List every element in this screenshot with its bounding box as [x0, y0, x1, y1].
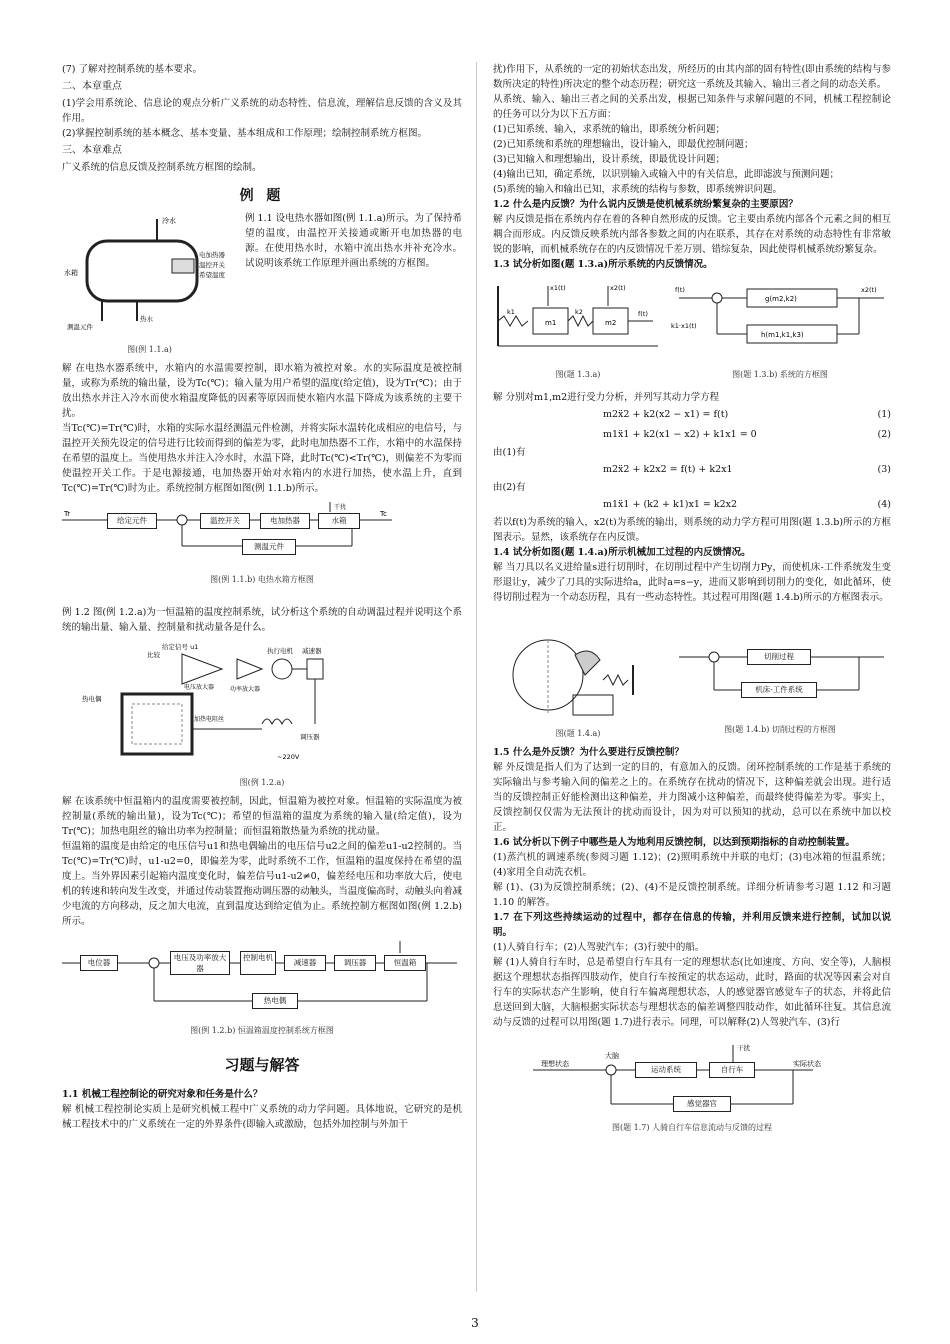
column-divider [476, 62, 477, 1292]
svg-text:g(m2,k2): g(m2,k2) [765, 295, 797, 303]
left-column [62, 62, 462, 1132]
answer-1-5: 解 外反馈是指人们为了达到一定的目的，有意加入的反馈。闭环控制系统的工作是基于系统的实际输出与参考输入间的偏差之上的。在系统存在扰动的情况下，这种偏差就会出现。进行适当的反馈控制正好能检测出这种偏差，并力图减小这种偏差，而最终使得偏差为零。事实上，反馈控制仅仅需为无法预计的扰动而设计，因为对可以预知的扰动，总可以在系统中加以校正。 [493, 762, 891, 833]
question-1-7: 1.7 在下列这些持续运动的过程中，都存在信息的传输，并利用反馈来进行控制，试加以说明。 [493, 912, 891, 938]
svg-text:f(t): f(t) [675, 286, 685, 294]
task-item: (3)已知输入和理想输出，设计系统，即最优设计问题； [493, 154, 725, 165]
text-line: (2)掌握控制系统的基本概念、基本变量、基本组成和工作原理；绘制控制系统方框图。 [62, 128, 427, 139]
svg-text:水箱: 水箱 [64, 269, 78, 277]
svg-text:测温元件: 测温元件 [67, 323, 93, 331]
text-line: (7) 了解对控制系统的基本要求。 [62, 64, 202, 75]
exercises-heading: 习题与解答 [224, 1056, 300, 1074]
question-1-2: 1.2 什么是内反馈？为什么说内反馈是使机械系统纷繁复杂的主要原因？ [493, 199, 798, 210]
figure-caption: 图(题 1.4.a) [555, 729, 601, 738]
options-1-7: (1)人骑自行车；(2)人驾驶汽车；(3)行驶中的船。 [493, 942, 705, 953]
svg-text:给定信号 u1: 给定信号 u1 [162, 643, 199, 651]
svg-text:调压器: 调压器 [300, 733, 320, 741]
block-motion: 运动系统 [635, 1062, 697, 1078]
svg-text:热水: 热水 [140, 315, 153, 323]
block-motor: 控制电机 [240, 951, 276, 975]
right-column [493, 62, 891, 1139]
example-1-1-solution: 解 在电热水器系统中，水箱内的水温需要控制，即水箱为被控对象。水的实际温度是被控制量，或称为系统的输出量，设为Tc(℃)；输入量为用户希望的温度(给定值)，设为Tr(℃)；由于放出热水并注入冷水而使水箱温度降低的因素等原因而使水箱内水温下降成为该系统的主要干扰。 [62, 363, 462, 419]
block-cutting: 切削过程 [747, 649, 811, 665]
equation: m2ẍ2 + k2(x2 − x1) = f(t) (1) [603, 409, 891, 420]
examples-heading: 例 题 [239, 188, 285, 204]
example-1-2-text: 例 1.2 图(例 1.2.a)为一恒温箱的温度控制系统，试分析这个系统的自动调温过程并说明这个系统的输出量、输入量、控制量和扰动量各是什么。 [62, 607, 462, 633]
answer-1-2: 解 内反馈是指在系统内存在着的各种自然形成的反馈。它主要由系统内部各个元素之间的相互耦合而形成。内反馈反映系统内部各参数之间的内在联系，其存在对系统的动态特性有非常敏锐的影响，而机械系统存在的内反馈情况千差万别、错综复杂，因此使得机械系统纷繁复杂。 [493, 214, 891, 255]
block-bicycle: 自行车 [709, 1062, 755, 1078]
figure-caption: 图(例 1.2.b) 恒温箱温度控制系统方框图 [190, 1026, 334, 1035]
example-1-1-solution-2: 当Tc(℃)=Tr(℃)时，水箱的实际水温经测温元件检测，并将实际水温转化成相应的电信号，与温控开关预先设定的信号进行比较而得到的偏差为零，此时电加热器不工作，水箱中的水温保持在希望的温度上。当使用热水并注入冷水时，水温下降，此时Tc(℃)<Tr(℃)，则偏差不为零而使温控开关工作。于是电源接通，电加热器开始对水箱内的水进行加热，使水温上升，直到Tc(℃)=Tr(℃)时为止。系统控制方框图如图(例 1.1.b)所示。 [62, 423, 462, 494]
options-1-6: (1)蒸汽机的调速系统(参阅习题 1.12)；(2)照明系统中并联的电灯；(3)电冰箱的恒温系统；(4)家用全自动洗衣机。 [493, 852, 891, 878]
figure-1-2-b [62, 941, 462, 1021]
block-potentiometer: 电位器 [80, 955, 118, 971]
question-1-5: 1.5 什么是外反馈？为什么要进行反馈控制？ [493, 747, 684, 758]
svg-text:f(t): f(t) [638, 310, 648, 318]
svg-text:大脑: 大脑 [605, 1052, 619, 1060]
paragraph: 从系统、输入、输出三者之间的关系出发，根据已知条件与求解问题的不同，机械工程控制论的任务可以分为以下五方面： [493, 94, 891, 120]
block-regulator: 调压器 [334, 955, 376, 971]
text-line: (1)学会用系统论、信息论的观点分析广义系统的动态特性、信息流，理解信息反馈的含义及其作用。 [62, 98, 462, 124]
svg-text:h(m1,k1,k3): h(m1,k1,k3) [761, 331, 804, 339]
svg-text:电加热器: 电加热器 [199, 251, 225, 259]
figure-1-1-b [62, 502, 462, 564]
task-item: (4)输出已知，确定系统，以识别输入或输入中的有关信息，此即滤波与预测问题； [493, 169, 839, 180]
block-tank: 水箱 [318, 513, 360, 529]
block-oven: 恒温箱 [384, 955, 426, 971]
task-item: (1)已知系统、输入，求系统的输出，即系统分析问题； [493, 124, 725, 135]
svg-text:k1·x1(t): k1·x1(t) [671, 322, 697, 330]
svg-text:温控开关: 温控开关 [199, 261, 225, 269]
figure-1-3-a [493, 276, 663, 361]
answer-1-3: 解 分别对m1,m2进行受力分析，并列写其动力学方程 [493, 392, 720, 403]
figure-caption: 图(题 1.7) 人骑自行车信息流动与反馈的过程 [611, 1123, 773, 1132]
figure-1-7 [493, 1040, 891, 1118]
figure-caption: 图(题 1.3.a) [555, 370, 601, 379]
equation: m1ẍ1 + k2(x1 − x2) + k1x1 = 0 (2) [603, 429, 891, 440]
example-1-2-solution: 解 在该系统中恒温箱内的温度需要被控制，因此，恒温箱为被控对象。恒温箱的实际温度为被控制量(系统的输出量)，设为Tc(℃)；希望的恒温箱的温度为系统的输入量(给定值)，设为Tr(℃)；加热电阻丝的输出功率为控制量；而恒温箱散热量为系统的扰动量。 [62, 796, 462, 837]
svg-text:x2(t): x2(t) [610, 284, 626, 292]
equation: m2ẍ2 + k2x2 = f(t) + k2x1 (3) [603, 464, 891, 475]
block-heater: 电加热器 [260, 513, 310, 529]
figure-1-3-b [669, 276, 889, 361]
example-1-1-text: 例 1.1 设电热水器如图(例 1.1.a)所示。为了保持希望的温度，由温控开关接通或断开电加热器的电源。在使用热水时，水箱中流出热水并补充冷水。试说明该系统工作原理并画出系统的方框图。 [245, 213, 462, 269]
svg-text:电压放大器: 电压放大器 [184, 684, 215, 691]
equation: m1ẍ1 + (k2 + k1)x1 = k2x2 (4) [603, 499, 891, 510]
figure-1-2-a [62, 639, 462, 769]
answer-1-7: 解 (1)人骑自行车时，总是希望自行车具有一定的理想状态(比如速度、方向、安全等)，人脑根据这个理想状态指挥四肢动作，使自行车按预定的状态运动，此时，路面的状况等因素会对自行车的实际状态产生影响，使自行车偏离理想状态，人的感觉器官感觉车子的状态，并将此信息送回到大脑，大脑根据实际状态与理想状态的偏差调整四肢动作，如此循环往复。其信息流动与反馈的过程可以用图(题 1.7)进行表示。同理，可以解释(2)人驾驶汽车、(3)行 [493, 957, 891, 1028]
svg-text:减速器: 减速器 [302, 647, 322, 655]
answer-1-4: 解 当刀具以名义进给量s进行切削时，在切削过程中产生切削力Py，而使机床-工件系统发生变形退让y，减少了刀具的实际进给a，此时a=s−y，进而又影响到切削力的变化，如此循环，使得切削过程为一个动态历程，具有一些动态特性。其过程可用图(题 1.4.b)所示的方框图表示。 [493, 562, 891, 603]
question-1-6: 1.6 试分析以下例子中哪些是人为地利用反馈控制，以达到预期指标的自动控制装置。 [493, 837, 855, 848]
svg-text:Tr: Tr [64, 510, 71, 518]
equation-note: 由(2)有 [493, 482, 526, 493]
block-sense: 感觉器官 [673, 1096, 731, 1112]
svg-text:比较: 比较 [147, 651, 160, 659]
question-1-4: 1.4 试分析如图(题 1.4.a)所示机械加工过程的内反馈情况。 [493, 547, 751, 558]
fig-label: 冷水 [162, 217, 176, 225]
svg-text:x1(t): x1(t) [550, 284, 566, 292]
page-number: 3 [471, 1316, 479, 1330]
figure-caption: 图(例 1.1.a) [127, 345, 172, 354]
figure-caption: 图(例 1.1.b) 电热水箱方框图 [210, 575, 314, 584]
block-reducer: 减速器 [284, 955, 326, 971]
example-1-2-solution-2: 恒温箱的温度是由给定的电压信号u1和热电偶输出的电压信号u2之间的偏差u1-u2控制的。当Tc(℃)=Tr(℃)时，u1-u2=0，即偏差为零，此时系统不工作，恒温箱的温度保持在希望的温度上。当外界因素引起箱内温度变化时，偏差信号u1-u2≠0，偏差经电压和功率放大后，使电机的转速和转向发生改变，并通过传动装置拖动调压器的动触头，当温度偏高时，动触头向着减少电流的方向移动，反之加大电流，直到温度达到给定值为止。系统控制方框图如图(例 1.2.b)所示。 [62, 841, 462, 927]
svg-text:实际状态: 实际状态 [793, 1060, 821, 1068]
svg-text:希望温度: 希望温度 [199, 271, 225, 279]
figure-caption: 图(题 1.4.b) 切削过程的方框图 [724, 725, 836, 734]
answer-1-1-cont: 扰)作用下，从系统的一定的初始状态出发，所经历的由其内部的固有特性(即由系统的结构与参数所决定的特性)所决定的整个动态历程；研究这一系统及其输入、输出三者之间的动态关系。 [493, 64, 891, 90]
answer-1-6: 解 (1)、(3)为反馈控制系统；(2)、(4)不是反馈控制系统。详细分析请参考习题 1.12 和习题 1.10 的解答。 [493, 882, 891, 908]
svg-text:~220V: ~220V [277, 753, 300, 761]
svg-text:x2(t): x2(t) [861, 286, 877, 294]
svg-text:热电偶: 热电偶 [82, 695, 102, 703]
svg-text:m1: m1 [545, 319, 557, 327]
svg-text:k1: k1 [507, 308, 515, 316]
svg-text:干扰: 干扰 [737, 1044, 750, 1052]
answer-1-1: 解 机械工程控制论实质上是研究机械工程中广义系统的动力学问题。具体地说，它研究的是机械工程技术中的广义系统在一定的外界条件(即输入或激励，包括外加控制与外加干 [62, 1104, 462, 1130]
block-thermocouple: 热电偶 [252, 993, 298, 1009]
svg-text:理想状态: 理想状态 [541, 1060, 569, 1068]
block-sensor: 测温元件 [242, 539, 296, 555]
block-machine: 机床-工件系统 [741, 682, 817, 698]
figure-caption: 图(例 1.2.a) [239, 778, 285, 787]
question-1-1: 1.1 机械工程控制论的研究对象和任务是什么？ [62, 1089, 263, 1100]
svg-text:干扰: 干扰 [334, 504, 347, 511]
svg-text:Tc: Tc [380, 510, 387, 518]
svg-text:执行电机: 执行电机 [267, 647, 293, 655]
figure-1-4-a [493, 635, 663, 720]
section-heading: 三、本章难点 [62, 145, 122, 156]
task-item: (5)系统的输入和输出已知，求系统的结构与参数，即系统辨识问题。 [493, 184, 782, 195]
figure-1-1-a [62, 211, 237, 336]
figure-caption: 图(题 1.3.b) 系统的方框图 [732, 370, 828, 379]
answer-1-3-end: 若以f(t)为系统的输入，x2(t)为系统的输出，则系统的动力学方程可用图(题 1.3.b)所示的方框图表示。显然，该系统存在内反馈。 [493, 517, 891, 543]
section-heading: 二、本章重点 [62, 81, 122, 92]
svg-text:m2: m2 [605, 319, 617, 327]
block-amplifier: 电压及功率放大器 [170, 951, 230, 975]
svg-text:功率放大器: 功率放大器 [230, 686, 261, 693]
text-line: 广义系统的信息反馈及控制系统方框图的绘制。 [62, 162, 262, 173]
task-item: (2)已知系统和系统的理想输出，设计输入，即最优控制问题； [493, 139, 754, 150]
block-given: 给定元件 [107, 513, 157, 529]
equation-note: 由(1)有 [493, 447, 526, 458]
question-1-3: 1.3 试分析如图(题 1.3.a)所示系统的内反馈情况。 [493, 259, 713, 270]
svg-text:加热电阻丝: 加热电阻丝 [194, 716, 225, 723]
svg-text:k2: k2 [575, 308, 583, 316]
block-switch: 温控开关 [200, 513, 250, 529]
